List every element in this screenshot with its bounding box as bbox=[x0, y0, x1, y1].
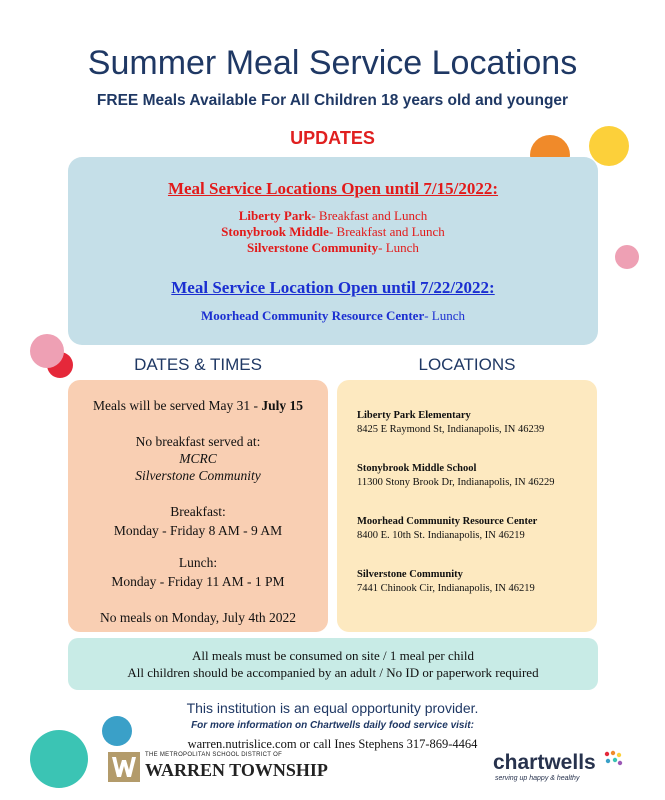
no-breakfast-site: Silverstone Community bbox=[135, 468, 261, 483]
location-name: Moorhead Community Resource Center bbox=[357, 516, 538, 527]
decor-circle-pink-left bbox=[30, 334, 64, 368]
update-item: Silverstone Community- Lunch bbox=[247, 240, 419, 255]
updates-heading: UPDATES bbox=[290, 128, 375, 148]
location-address: 8400 E. 10th St. Indianapolis, IN 46219 bbox=[357, 530, 525, 541]
chartwells-dots-icon bbox=[603, 750, 623, 770]
lunch-label: Lunch: bbox=[178, 555, 218, 570]
warren-logo-text: WARREN TOWNSHIP bbox=[145, 760, 328, 780]
location-address: 7441 Chinook Cir, Indianapolis, IN 46219 bbox=[357, 583, 535, 594]
update-heading-july15: Meal Service Locations Open until 7/15/2022: bbox=[167, 179, 499, 198]
list-item bbox=[357, 409, 597, 437]
page-subtitle: FREE Meals Available For All Children 18 years old and younger bbox=[96, 92, 569, 109]
rule-line: All children should be accompanied by an adult / No ID or paperwork required bbox=[127, 665, 539, 680]
page-title: Summer Meal Service Locations bbox=[87, 44, 578, 82]
warren-logo-small-text: THE METROPOLITAN SCHOOL DISTRICT OF bbox=[145, 752, 283, 758]
breakfast-time: Monday - Friday 8 AM - 9 AM bbox=[113, 523, 283, 538]
location-name: Silverstone Community bbox=[357, 569, 463, 580]
equal-opportunity-statement: This institution is an equal opportunity provider. bbox=[186, 700, 479, 716]
dates-times-heading: DATES & TIMES bbox=[134, 355, 262, 374]
breakfast-label: Breakfast: bbox=[170, 504, 226, 519]
no-breakfast-note: No breakfast served at: bbox=[135, 434, 261, 449]
dates-times-panel bbox=[68, 380, 328, 632]
location-address: 8425 E Raymond St, Indianapolis, IN 46239 bbox=[357, 424, 545, 435]
locations-heading: LOCATIONS bbox=[418, 355, 516, 374]
location-name: Stonybrook Middle School bbox=[357, 463, 477, 474]
rule-line: All meals must be consumed on site / 1 meal per child bbox=[192, 648, 474, 663]
list-item bbox=[357, 462, 597, 490]
holiday-note: No meals on Monday, July 4th 2022 bbox=[100, 610, 296, 625]
update-item: Stonybrook Middle- Breakfast and Lunch bbox=[221, 224, 445, 239]
chartwells-logo: chartwells bbox=[493, 751, 596, 774]
decor-circle-pink-right bbox=[615, 245, 639, 269]
locations-panel bbox=[337, 380, 597, 632]
no-breakfast-site: MCRC bbox=[179, 451, 217, 466]
update-item: Liberty Park- Breakfast and Lunch bbox=[238, 208, 428, 223]
update-heading-july22: Meal Service Location Open until 7/22/2022: bbox=[171, 278, 495, 297]
chartwells-tagline: serving up happy & healthy bbox=[495, 775, 580, 782]
updates-panel bbox=[68, 157, 598, 345]
service-dates: Meals will be served May 31 - July 15 bbox=[93, 398, 303, 413]
more-info-text: For more information on Chartwells daily food service visit: bbox=[191, 720, 474, 731]
list-item bbox=[357, 515, 597, 543]
warren-w-icon bbox=[108, 752, 140, 782]
rules-panel bbox=[68, 638, 598, 690]
list-item bbox=[357, 568, 597, 596]
location-address: 11300 Stony Brook Dr, Indianapolis, IN 46229 bbox=[357, 477, 555, 488]
location-name: Liberty Park Elementary bbox=[357, 410, 471, 421]
lunch-time: Monday - Friday 11 AM - 1 PM bbox=[111, 574, 285, 589]
update-item: Moorhead Community Resource Center- Lunch bbox=[200, 308, 466, 323]
contact-info: warren.nutrislice.com or call Ines Stephens 317-869-4464 bbox=[187, 737, 478, 751]
